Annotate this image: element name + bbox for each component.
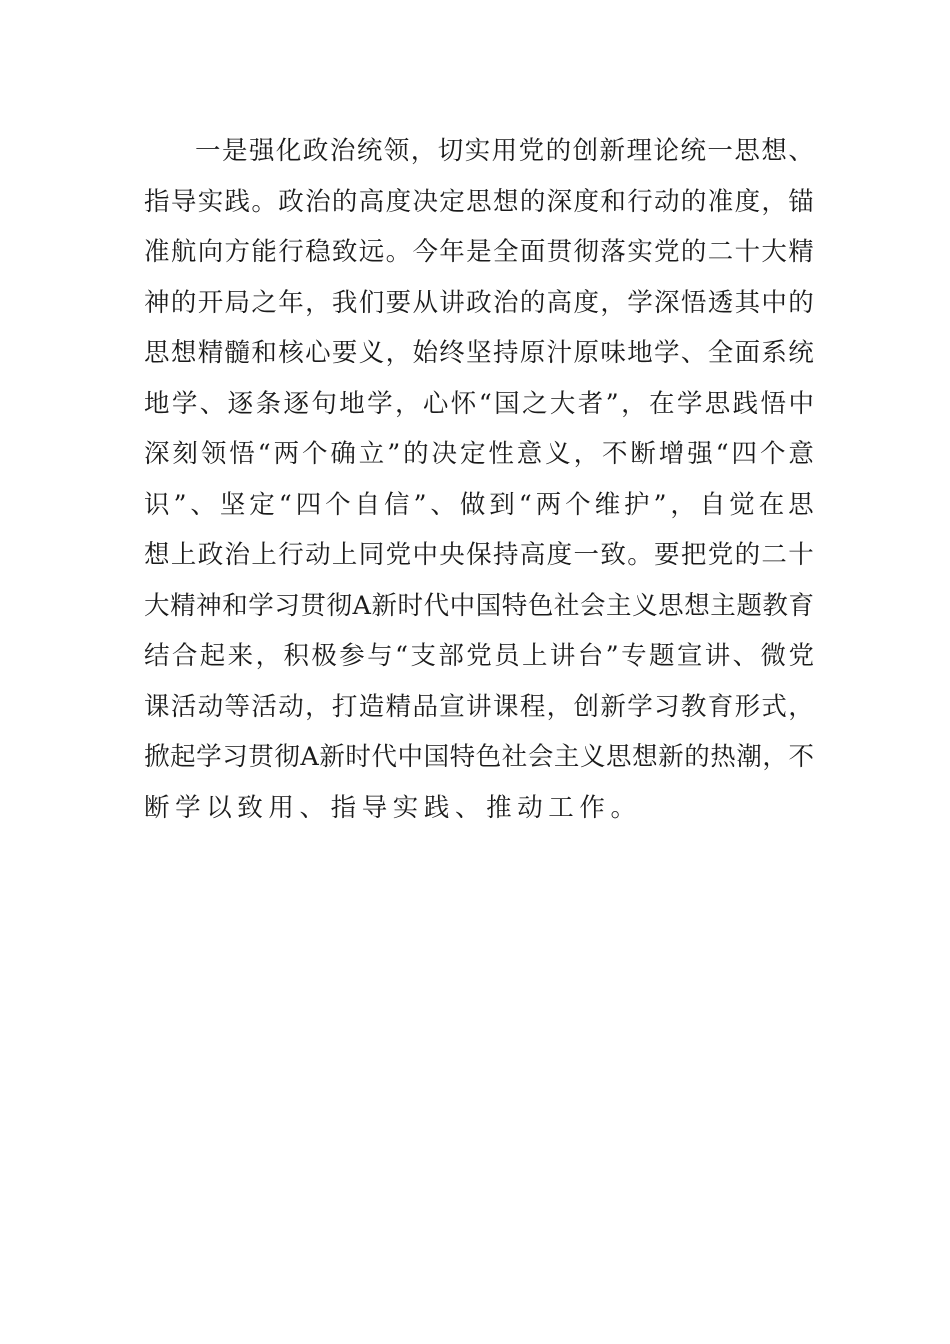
body-paragraph [144, 126, 814, 833]
paragraph-line: 指 导 实 践 。 政 治 的 高 度 决 定 思 想 的 深 度 和 行 动 的 准 度 ， 锚 [144, 186, 814, 217]
paragraph-line: 思 想 精 髓 和 核 心 要 义 ， 始 终 坚 持 原 汁 原 味 地 学 、 全 面 系 统 [144, 338, 814, 368]
paragraph-line: 神 的 开 局 之 年 ， 我 们 要 从 讲 政 治 的 高 度 ， 学 深 悟 透 其 中 的 [144, 287, 814, 318]
paragraph-line: 断学以致用、指导实践、推动工作。 [144, 792, 642, 823]
paragraph-line: 大 精 神 和 学 习 贯 彻 A 新 时 代 中 国 特 色 社 会 主 义 思 想 主 题 教 育 [144, 590, 814, 621]
paragraph-line: 一 是 强 化 政 治 统 领 ， 切 实 用 党 的 创 新 理 论 统 一 思 想 、 [195, 136, 814, 166]
paragraph-line: 准 航 向 方 能 行 稳 致 远 。 今 年 是 全 面 贯 彻 落 实 党 的 二 十 大 精 [144, 237, 814, 267]
paragraph-line: 掀 起 学 习 贯 彻 A 新 时 代 中 国 特 色 社 会 主 义 思 想 新 的 热 潮 ， 不 [144, 742, 814, 772]
paragraph-line: 想 上 政 治 上 行 动 上 同 党 中 央 保 持 高 度 一 致 。 要 把 党 的 二 十 [144, 540, 814, 570]
paragraph-line: 地 学 、 逐 条 逐 句 地 学 ， 心 怀 “ 国 之 大 者 ” ， 在 学 思 践 悟 中 [144, 388, 814, 419]
paragraph-line: 识 ” 、 坚 定 “ 四 个 自 信 ” 、 做 到 “ 两 个 维 护 ” ， 自 觉 在 思 [144, 489, 814, 520]
paragraph-line: 课 活 动 等 活 动 ， 打 造 精 品 宣 讲 课 程 ， 创 新 学 习 教 育 形 式 ， [144, 691, 814, 722]
paragraph-line: 结 合 起 来 ， 积 极 参 与 “ 支 部 党 员 上 讲 台 ” 专 题 宣 讲 、 微 党 [144, 641, 814, 671]
paragraph-line: 深 刻 领 悟 “ 两 个 确 立 ” 的 决 定 性 意 义 ， 不 断 增 强 “ 四 个 意 [144, 439, 814, 469]
